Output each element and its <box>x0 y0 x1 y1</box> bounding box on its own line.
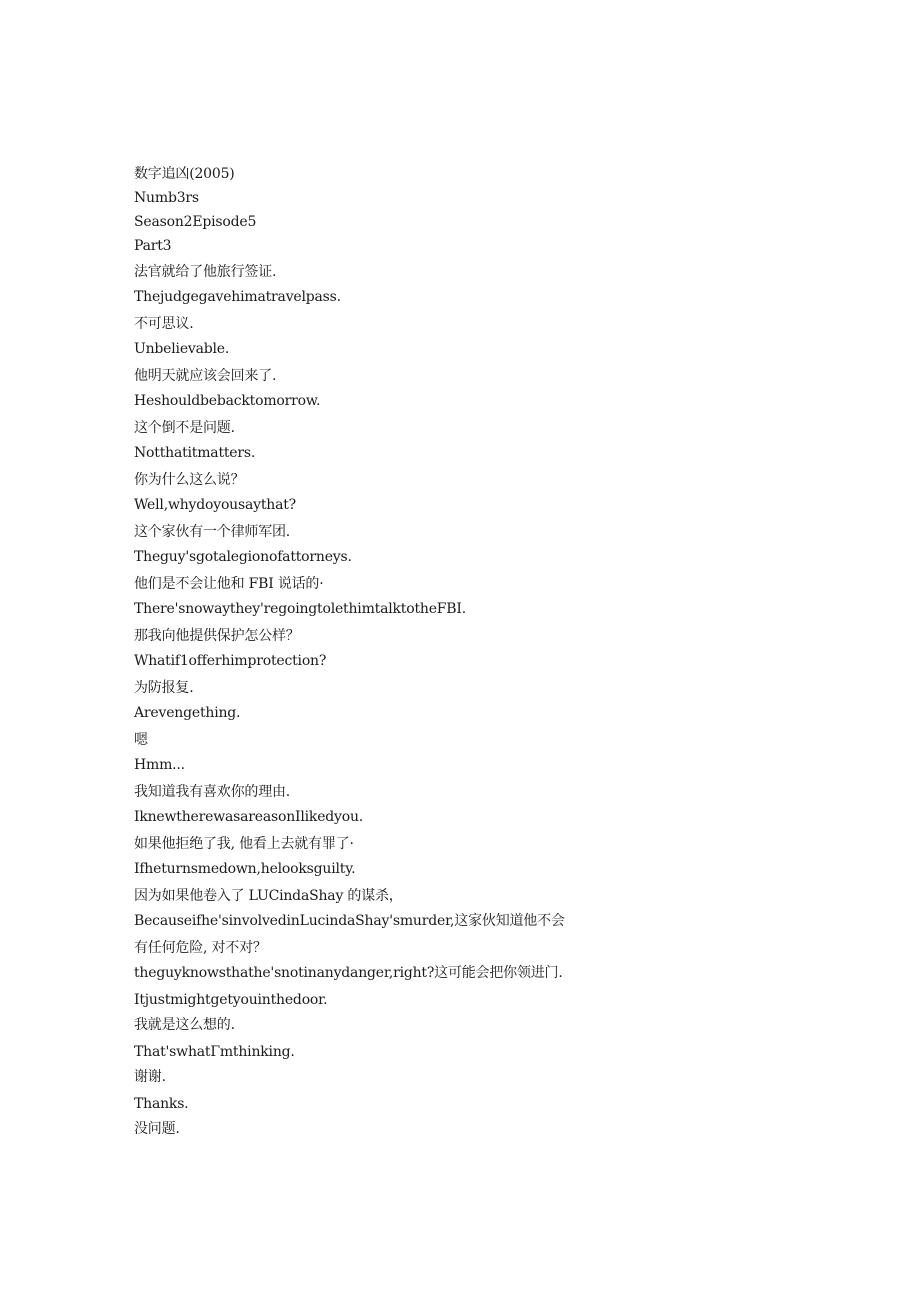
subtitle-line: 不可思议. <box>134 316 194 332</box>
subtitle-line: 我就是这么想的. <box>134 1017 235 1033</box>
subtitle-line: 因为如果他卷入了 LUCindaShay 的谋杀， <box>134 888 403 904</box>
subtitle-line: Whatif1offerhimprotection? <box>134 653 327 669</box>
subtitle-line: Theguy'sgotalegionofattorneys. <box>134 549 352 565</box>
subtitle-line: 这个家伙有一个律师军团. <box>134 524 291 540</box>
subtitle-pair <box>134 572 814 622</box>
part-label: Part3 <box>134 238 172 254</box>
subtitle-pair <box>134 468 814 518</box>
subtitle-line: Itjustmightgetyouinthedoor. <box>134 992 328 1008</box>
subtitle-line: There'snowaythey'regoingtolethimtalktotheFBI. <box>134 601 466 617</box>
show-title-chinese: 数字追凶(2005) <box>134 166 235 182</box>
subtitle-pair <box>134 416 814 466</box>
subtitle-pair <box>134 832 814 882</box>
episode-label: Season2Episode5 <box>134 214 257 230</box>
subtitle-pair <box>134 260 814 310</box>
subtitle-pair <box>134 676 814 726</box>
subtitle-line: Heshouldbebacktomorrow. <box>134 393 321 409</box>
subtitle-line: Becauseifhe'sinvolvedinLucindaShay'smurder,这家伙知道他不会 <box>134 913 565 929</box>
subtitle-pair <box>134 1092 814 1142</box>
subtitle-line: 他明天就应该会回来了. <box>134 368 277 384</box>
subtitle-line: Thanks. <box>134 1096 189 1112</box>
subtitle-line: Hmm... <box>134 757 185 773</box>
subtitle-line: 嗯 <box>134 732 148 748</box>
subtitle-line: 没问题. <box>134 1121 180 1137</box>
subtitle-pair <box>134 884 814 934</box>
subtitle-transcript <box>134 162 814 1142</box>
subtitle-line: Thejudgegavehimatravelpass. <box>134 289 341 305</box>
subtitle-line: 你为什么这么说？ <box>134 472 245 488</box>
subtitle-pair <box>134 312 814 362</box>
subtitle-pair <box>134 520 814 570</box>
subtitle-pair <box>134 364 814 414</box>
show-title-english: Numb3rs <box>134 190 199 206</box>
subtitle-line: Arevengething. <box>134 705 241 721</box>
subtitle-line: Ifheturnsmedown,helooksguilty. <box>134 861 356 877</box>
subtitle-line: 为防报复. <box>134 680 194 696</box>
transcript-header <box>134 162 814 258</box>
subtitle-pair <box>134 936 814 986</box>
subtitle-line: IknewtherewasareasonIlikedyou. <box>134 809 364 825</box>
subtitle-line: 如果他拒绝了我, 他看上去就有罪了· <box>134 836 354 852</box>
subtitle-line: Unbelievable. <box>134 341 230 357</box>
subtitle-line: 有任何危险, 对不对？ <box>134 940 267 956</box>
subtitle-pair <box>134 780 814 830</box>
subtitle-line: 他们是不会让他和 FBI 说话的· <box>134 576 324 592</box>
subtitle-pair <box>134 624 814 674</box>
subtitle-line: 那我向他提供保护怎公样？ <box>134 628 300 644</box>
subtitle-line: 谢谢. <box>134 1069 166 1085</box>
subtitle-pair <box>134 988 814 1038</box>
subtitle-line: Well,whydoyousaythat? <box>134 497 296 513</box>
subtitle-line: That'swhatΓmthinking. <box>134 1044 295 1060</box>
subtitle-line: 我知道我有喜欢你的理由. <box>134 784 291 800</box>
subtitle-pair <box>134 728 814 778</box>
subtitle-line: 法官就给了他旅行签证. <box>134 264 277 280</box>
subtitle-line: 这个倒不是问题. <box>134 420 235 436</box>
subtitle-pair <box>134 1040 814 1090</box>
subtitle-line: Notthatitmatters. <box>134 445 256 461</box>
subtitle-line: theguyknowsthathe'snotinanydanger,right?这可能会把你领进门. <box>134 965 563 981</box>
